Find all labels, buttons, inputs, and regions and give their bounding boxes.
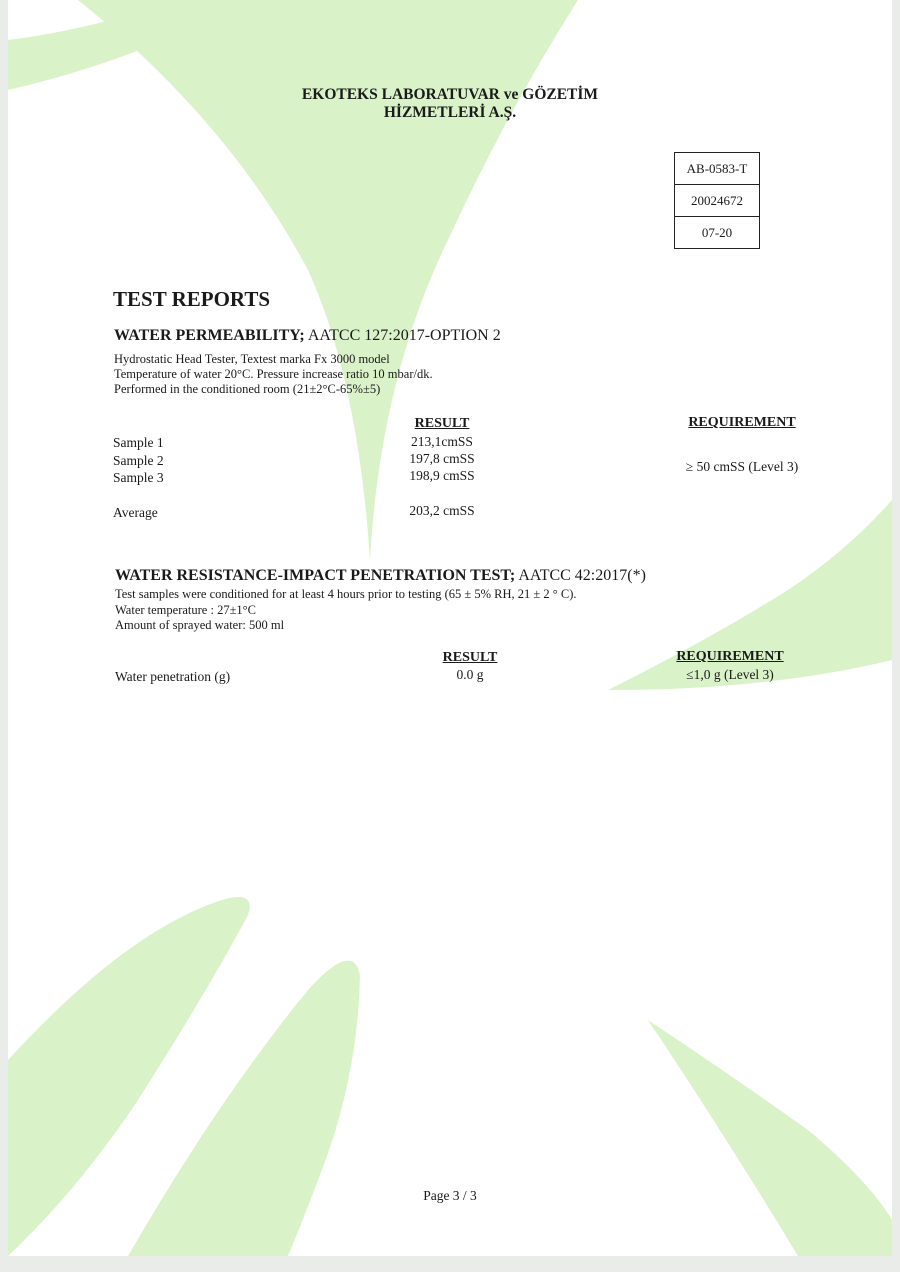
section2-note: Amount of sprayed water: 500 ml xyxy=(115,618,285,632)
section1-requirement-value: ≥ 50 cmSS (Level 3) xyxy=(685,459,799,474)
section1-requirement-header: REQUIREMENT xyxy=(688,415,796,430)
section2-note: Test samples were conditioned for at least 4 hours prior to testing (65 ± 5% RH, 21 ± 2 ° C). xyxy=(115,587,577,601)
company-name-line2: HİZMETLERİ A.Ş. xyxy=(383,104,517,121)
section1-result-header: RESULT xyxy=(414,416,470,431)
table-row-result: 197,8 cmSS xyxy=(409,451,475,466)
section1-title-standard: AATCC 127:2017-OPTION 2 xyxy=(304,327,501,344)
average-value: 203,2 cmSS xyxy=(409,503,475,518)
code-date: 07-20 xyxy=(701,225,733,240)
section2-title-bold: WATER RESISTANCE-IMPACT PENETRATION TEST; xyxy=(115,567,516,584)
section1-title-bold: WATER PERMEABILITY; xyxy=(114,327,305,344)
table-row-label: Sample 1 xyxy=(113,435,164,450)
page-number: Page 3 / 3 xyxy=(423,1188,477,1203)
section1-note: Performed in the conditioned room (21±2°C-65%±5) xyxy=(114,382,381,396)
code-report-number: AB-0583-T xyxy=(675,153,759,185)
section2-title-standard: AATCC 42:2017(*) xyxy=(515,567,646,584)
table-row-result: 0.0 g xyxy=(456,667,484,682)
section2-title xyxy=(115,567,646,585)
average-label: Average xyxy=(113,505,158,520)
table-row-result: 198,9 cmSS xyxy=(409,468,475,483)
company-name-line1: EKOTEKS LABORATUVAR ve GÖZETİM xyxy=(301,86,599,103)
watermark-bottom-right-leaf xyxy=(648,1020,892,1256)
table-row-result: 213,1cmSS xyxy=(411,434,473,449)
code-order-number: 20024672 xyxy=(675,185,759,217)
document-page xyxy=(8,0,892,1256)
report-title: TEST REPORTS xyxy=(113,287,271,311)
section1-title xyxy=(114,327,501,345)
section2-note: Water temperature : 27±1°C xyxy=(115,603,257,617)
document-code-box xyxy=(674,152,760,249)
table-row-label: Water penetration (g) xyxy=(115,669,231,684)
table-row-label: Sample 2 xyxy=(113,453,164,468)
section1-note: Temperature of water 20°C. Pressure increase ratio 10 mbar/dk. xyxy=(114,367,433,381)
section2-result-header: RESULT xyxy=(442,650,498,665)
section2-requirement-value: ≤1,0 g (Level 3) xyxy=(686,667,774,682)
section2-requirement-header: REQUIREMENT xyxy=(676,649,784,664)
section1-note: Hydrostatic Head Tester, Textest marka Fx 3000 model xyxy=(114,352,390,366)
table-row-label: Sample 3 xyxy=(113,470,164,485)
